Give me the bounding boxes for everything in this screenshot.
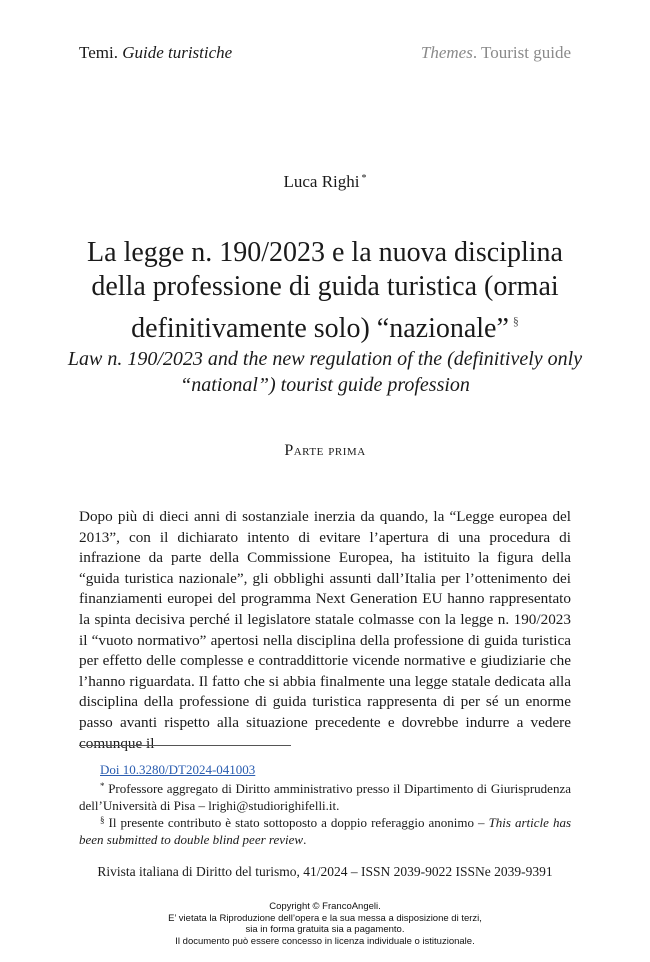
author-line	[0, 172, 650, 192]
copyright-line: sia in forma gratuita sia a pagamento.	[245, 924, 405, 935]
section-heading: Parte prima	[284, 442, 366, 459]
footnote-review-italic: This article has been submitted to double blind peer review	[79, 815, 572, 847]
header-left-italic: Guide turistiche	[122, 43, 233, 62]
footnote-divider	[79, 745, 291, 746]
body-paragraph: Dopo più di dieci anni di sostanziale inerzia da quando, la “Legge europea del 2013”, con il dichiarato intento di evitare l’apertura di una procedura di infrazione da parte della Commissione Europea, ha istituito la figura della “guida turistica nazionale”, gli obblighi assunti dall’Italia per l’ottenimento dei finanziamenti europei del programma Next Generation EU hanno rappresentato la spinta decisiva perché il legislatore statale colmasse con la legge n. 190/2023 il “vuoto normativo” apertosi nella disciplina della professione di guida turistica per effetto delle complesse e contraddittorie vicende normative e giudiziarie che l’hanno riguardata. Il fatto che si abbia finalmente una legge statale dedicata alla disciplina della professione di guida turistica rappresenta di per sé un enorme passo avanti rispetto alla situazione precedente e dovrebbe indurre a vedere comunque il	[79, 508, 571, 752]
footnote-author-text: Professore aggregato di Diritto amministrativo presso il Dipartimento di Giurisprudenza dell’Università di Pisa – lrighi@studiorighifelli.it.	[79, 781, 571, 813]
header-right-italic: Themes	[420, 43, 473, 62]
article-title-english: Law n. 190/2023 and the new regulation of the (definitively only “national”) tourist guide profession	[67, 348, 583, 396]
doi-link[interactable]: Doi 10.3280/DT2024-041003	[100, 762, 256, 777]
running-header-left	[79, 43, 232, 63]
footnote-review-mark: §	[100, 815, 105, 825]
journal-citation: Rivista italiana di Diritto del turismo, 41/2024 – ISSN 2039-9022 ISSNe 2039-9391	[97, 864, 553, 879]
footnote-author-mark: *	[100, 781, 105, 791]
author-name: Luca Righi	[283, 172, 360, 191]
footnote-author	[79, 778, 571, 814]
article-title	[70, 236, 580, 346]
author-footnote-mark[interactable]: *	[361, 173, 367, 184]
title-text: La legge n. 190/2023 e la nuova disciplina della professione di guida turistica (ormai definitivamente solo) “nazionale”	[87, 237, 563, 344]
footnote-review-text: Il presente contributo è stato sottoposto a doppio referaggio anonimo –	[108, 815, 489, 830]
copyright-line: E’ vietata la Riproduzione dell’opera e la sua messa a disposizione di terzi,	[168, 912, 482, 924]
header-right-plain: . Tourist guide	[472, 43, 571, 62]
title-footnote-mark[interactable]: §	[512, 314, 519, 328]
footnote-review	[79, 812, 571, 848]
footnote-review-end: .	[303, 832, 307, 847]
header-left-plain: Temi.	[79, 43, 123, 62]
copyright-line: Copyright © FrancoAngeli.	[269, 901, 381, 912]
copyright-line: Il documento può essere concesso in licenza individuale o istituzionale.	[175, 935, 475, 947]
copyright-notice	[0, 901, 650, 947]
running-header-right	[421, 43, 571, 63]
